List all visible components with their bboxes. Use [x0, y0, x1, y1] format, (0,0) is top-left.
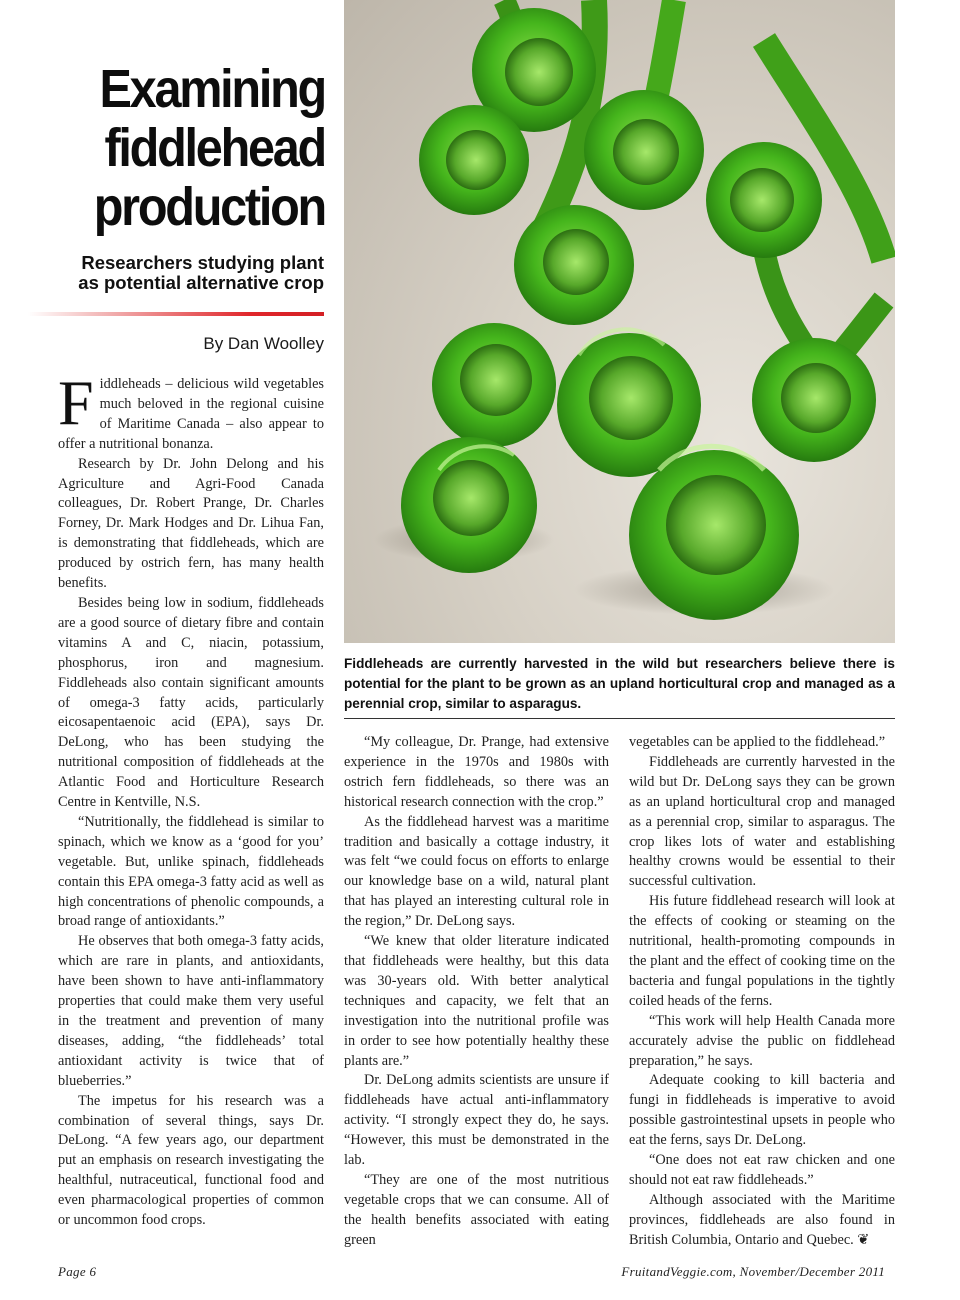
fiddlehead-coil: [629, 450, 799, 620]
fiddlehead-coil: [514, 205, 634, 325]
fiddlehead-coil: [584, 90, 704, 210]
title-line: fiddlehead: [104, 118, 325, 178]
body-paragraph: “My colleague, Dr. Prange, had extensive experience in the 1970s and 1980s with ostrich fern fiddleheads, so there was an historical research connection with the crop.”: [344, 734, 609, 810]
body-paragraph: Fiddleheads are currently harvested in the wild but Dr. DeLong says they can be grown as an upland horticultural crop and managed as a perennial crop, similar to asparagus. The crop likes lots of water and establishing healthy crowns would be essential to their successful cultivation.: [629, 753, 895, 890]
publication-footer: FruitandVeggie.com, November/December 2011: [621, 1264, 885, 1279]
photo-caption: Fiddleheads are currently harvested in the wild but researchers believe there is potential for the plant to be grown as an upland horticultural crop and managed as a perennial crop, similar to asparagus.: [344, 656, 895, 711]
body-paragraph: The impetus for his research was a combination of several things, says Dr. DeLong. “A few years ago, our department put an emphasis on research investigating the healthful, nutraceutical, functional food and even pharmacological properties of common or uncommon food crops.: [58, 1092, 324, 1229]
body-paragraph: Research by Dr. John Delong and his Agriculture and Agri-Food Canada colleagues, Dr. Robert Prange, Dr. Charles Forney, Dr. Mark Hodges and Dr. Lihua Fan, is demonstrating that fiddleheads, which are produced by ostrich fern, has many health benefits.: [58, 455, 324, 592]
article-title: [69, 60, 326, 237]
body-paragraph: “Nutritionally, the fiddlehead is similar to spinach, which we know as a ‘good for you’ vegetable. But, unlike spinach, fiddleheads contain this EPA omega-3 fatty acid as well as high concentrations of phenolic compounds, a broad range of antioxidants.”: [58, 813, 324, 930]
title-line: Examining: [99, 59, 326, 119]
fiddlehead-coil: [752, 338, 876, 462]
paragraph-text: iddleheads – delicious wild vegetables much beloved in the regional cuisine of Maritime Canada – also appear to offer a nutritional bonanza.: [58, 376, 324, 452]
body-paragraph: “One does not eat raw chicken and one should not eat raw fiddleheads.”: [629, 1152, 895, 1188]
drop-cap: F: [58, 367, 94, 438]
fiddlehead-photo: [344, 0, 895, 643]
subtitle-line: Researchers studying plant: [81, 252, 324, 273]
article-subtitle: [30, 253, 324, 293]
body-paragraph: His future fiddlehead research will look at the effects of cooking or steaming on the nutritional, health-promoting compounds in the plant and the effect of cooking time on the bacteria and fungal populations in the tightly coiled heads of the ferns.: [629, 893, 895, 1009]
title-line: production: [93, 177, 325, 237]
article-column-2: [344, 733, 609, 1251]
page-number: Page 6: [58, 1264, 97, 1279]
subtitle-line: as potential alternative crop: [78, 272, 324, 293]
fiddlehead-coil: [401, 437, 537, 573]
fiddlehead-coil: [706, 142, 822, 258]
article-column-3: [629, 733, 895, 1251]
body-paragraph: Although associated with the Maritime provinces, fiddleheads are also found in British Columbia, Ontario and Quebec. ❦: [629, 1191, 895, 1248]
body-paragraph: Adequate cooking to kill bacteria and fungi in fiddleheads is imperative to avoid possible gastrointestinal upsets in people who eat the ferns, says Dr. DeLong.: [629, 1072, 895, 1149]
body-paragraph: “This work will help Health Canada more accurately advise the public on fiddlehead preparation,” he says.: [629, 1012, 895, 1069]
caption-divider: [344, 718, 895, 719]
body-paragraph: He observes that both omega-3 fatty acids, which are rare in plants, and antioxidants, have been shown to have anti-inflammatory properties that could make them very useful in the treatment and prevention of many diseases, adding, “the fiddleheads’ total antioxidant activity is twice that of blueberries.”: [58, 933, 324, 1089]
red-divider: [28, 312, 324, 316]
body-paragraph: Dr. DeLong admits scientists are unsure if fiddleheads have actual anti-inflammatory activity. “I strongly expect they do, he says. “However, this must be demonstrated in the lab.: [344, 1072, 609, 1169]
body-paragraph: [58, 367, 324, 455]
body-paragraph: Besides being low in sodium, fiddleheads are a good source of dietary fibre and contain vitamins A and C, niacin, potassium, phosphorus, iron and magnesium. Fiddleheads also contain significant amounts of omega-3 fatty acids, particularly eicosapentaenoic acid (EPA), says Dr. DeLong, who has been studying the nutritional composition of fiddleheads at the Atlantic Food and Horticulture Research Centre in Kentville, N.S.: [58, 594, 324, 811]
article-column-1: [58, 367, 324, 1231]
body-paragraph: “They are one of the most nutritious vegetable crops that we can consume. All of the health benefits associated with eating green: [344, 1171, 609, 1248]
byline: By Dan Woolley: [203, 334, 324, 353]
fiddlehead-coil: [432, 323, 556, 447]
body-paragraph: “We knew that older literature indicated that fiddleheads were healthy, but this data was 30-years old. With better analytical techniques and capacity, we felt that an investigation into the nutritional profile was in order to see how potentially healthy these plants are.”: [344, 933, 609, 1069]
fiddlehead-coil: [419, 105, 529, 215]
body-paragraph: As the fiddlehead harvest was a maritime tradition and basically a cottage industry, it was felt “we could focus on efforts to enlarge our knowledge base on a wild, natural plant that has played an interesting cultural role in the region,” Dr. DeLong says.: [344, 813, 609, 930]
fiddlehead-illustration: [344, 0, 895, 643]
body-paragraph: vegetables can be applied to the fiddlehead.”: [629, 734, 886, 750]
